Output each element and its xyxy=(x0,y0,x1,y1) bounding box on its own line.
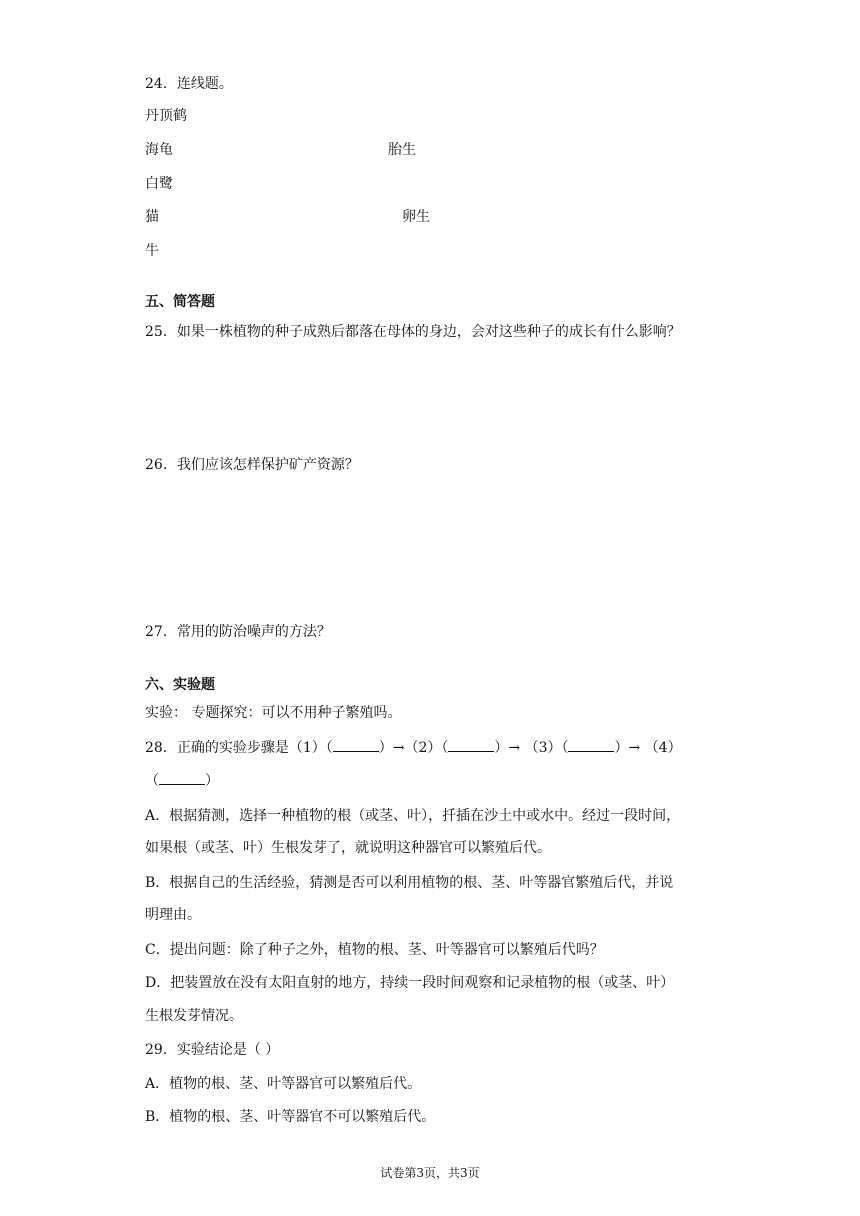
answer-blank[interactable] xyxy=(448,739,494,752)
q29-option-a: A．植物的根、茎、叶等器官可以繁殖后代。 xyxy=(145,1076,422,1092)
option-b-line2: 明理由。 xyxy=(145,907,201,923)
question-28: 28．正确的实验步骤是（1）（ ）→（2）（ ）→ （3）（ ）→ （4） xyxy=(145,740,682,756)
option-d-line2: 生根发芽情况。 xyxy=(145,1008,243,1024)
answer-blank[interactable] xyxy=(333,739,379,752)
question-25: 25．如果一株植物的种子成熟后都落在母体的身边，会对这些种子的成长有什么影响？ xyxy=(145,324,681,340)
option-a-line1: A．根据猜测，选择一种植物的根（或茎、叶），扦插在沙土中或水中。经过一段时间， xyxy=(145,808,681,824)
section-heading: 五、简答题 xyxy=(145,294,215,310)
q29-option-b: B．植物的根、茎、叶等器官不可以繁殖后代。 xyxy=(145,1109,436,1125)
reproduction-type: 卵生 xyxy=(402,209,430,225)
question-29: 29．实验结论是（ ） xyxy=(145,1042,280,1058)
reproduction-type: 胎生 xyxy=(388,142,416,158)
section-heading: 六、实验题 xyxy=(145,677,215,693)
answer-blank[interactable] xyxy=(568,739,614,752)
animal-item: 猫 xyxy=(145,209,159,225)
option-c: C．提出问题：除了种子之外，植物的根、茎、叶等器官可以繁殖后代吗？ xyxy=(145,942,604,958)
question-27: 27．常用的防治噪声的方法？ xyxy=(145,624,331,640)
option-a-line2: 如果根（或茎、叶）生根发芽了，就说明这种器官可以繁殖后代。 xyxy=(145,840,551,856)
answer-blank[interactable] xyxy=(159,772,205,785)
option-d-line1: D．把装置放在没有太阳直射的地方，持续一段时间观察和记录植物的根（或茎、叶） xyxy=(145,975,675,991)
page-footer: 试卷第3页，共3页 xyxy=(380,1166,480,1180)
question-28-continued: （ ） xyxy=(145,773,219,789)
animal-item: 丹顶鹤 xyxy=(145,108,187,124)
animal-item: 白鹭 xyxy=(145,176,173,192)
experiment-intro: 实验： 专题探究：可以不用种子繁殖吗。 xyxy=(145,705,402,721)
option-b-line1: B．根据自己的生活经验，猜测是否可以利用植物的根、茎、叶等器官繁殖后代，并说 xyxy=(145,875,674,891)
animal-item: 海龟 xyxy=(145,142,173,158)
q24-title: 24．连线题。 xyxy=(145,76,233,92)
animal-item: 牛 xyxy=(145,243,159,259)
question-26: 26．我们应该怎样保护矿产资源？ xyxy=(145,457,359,473)
